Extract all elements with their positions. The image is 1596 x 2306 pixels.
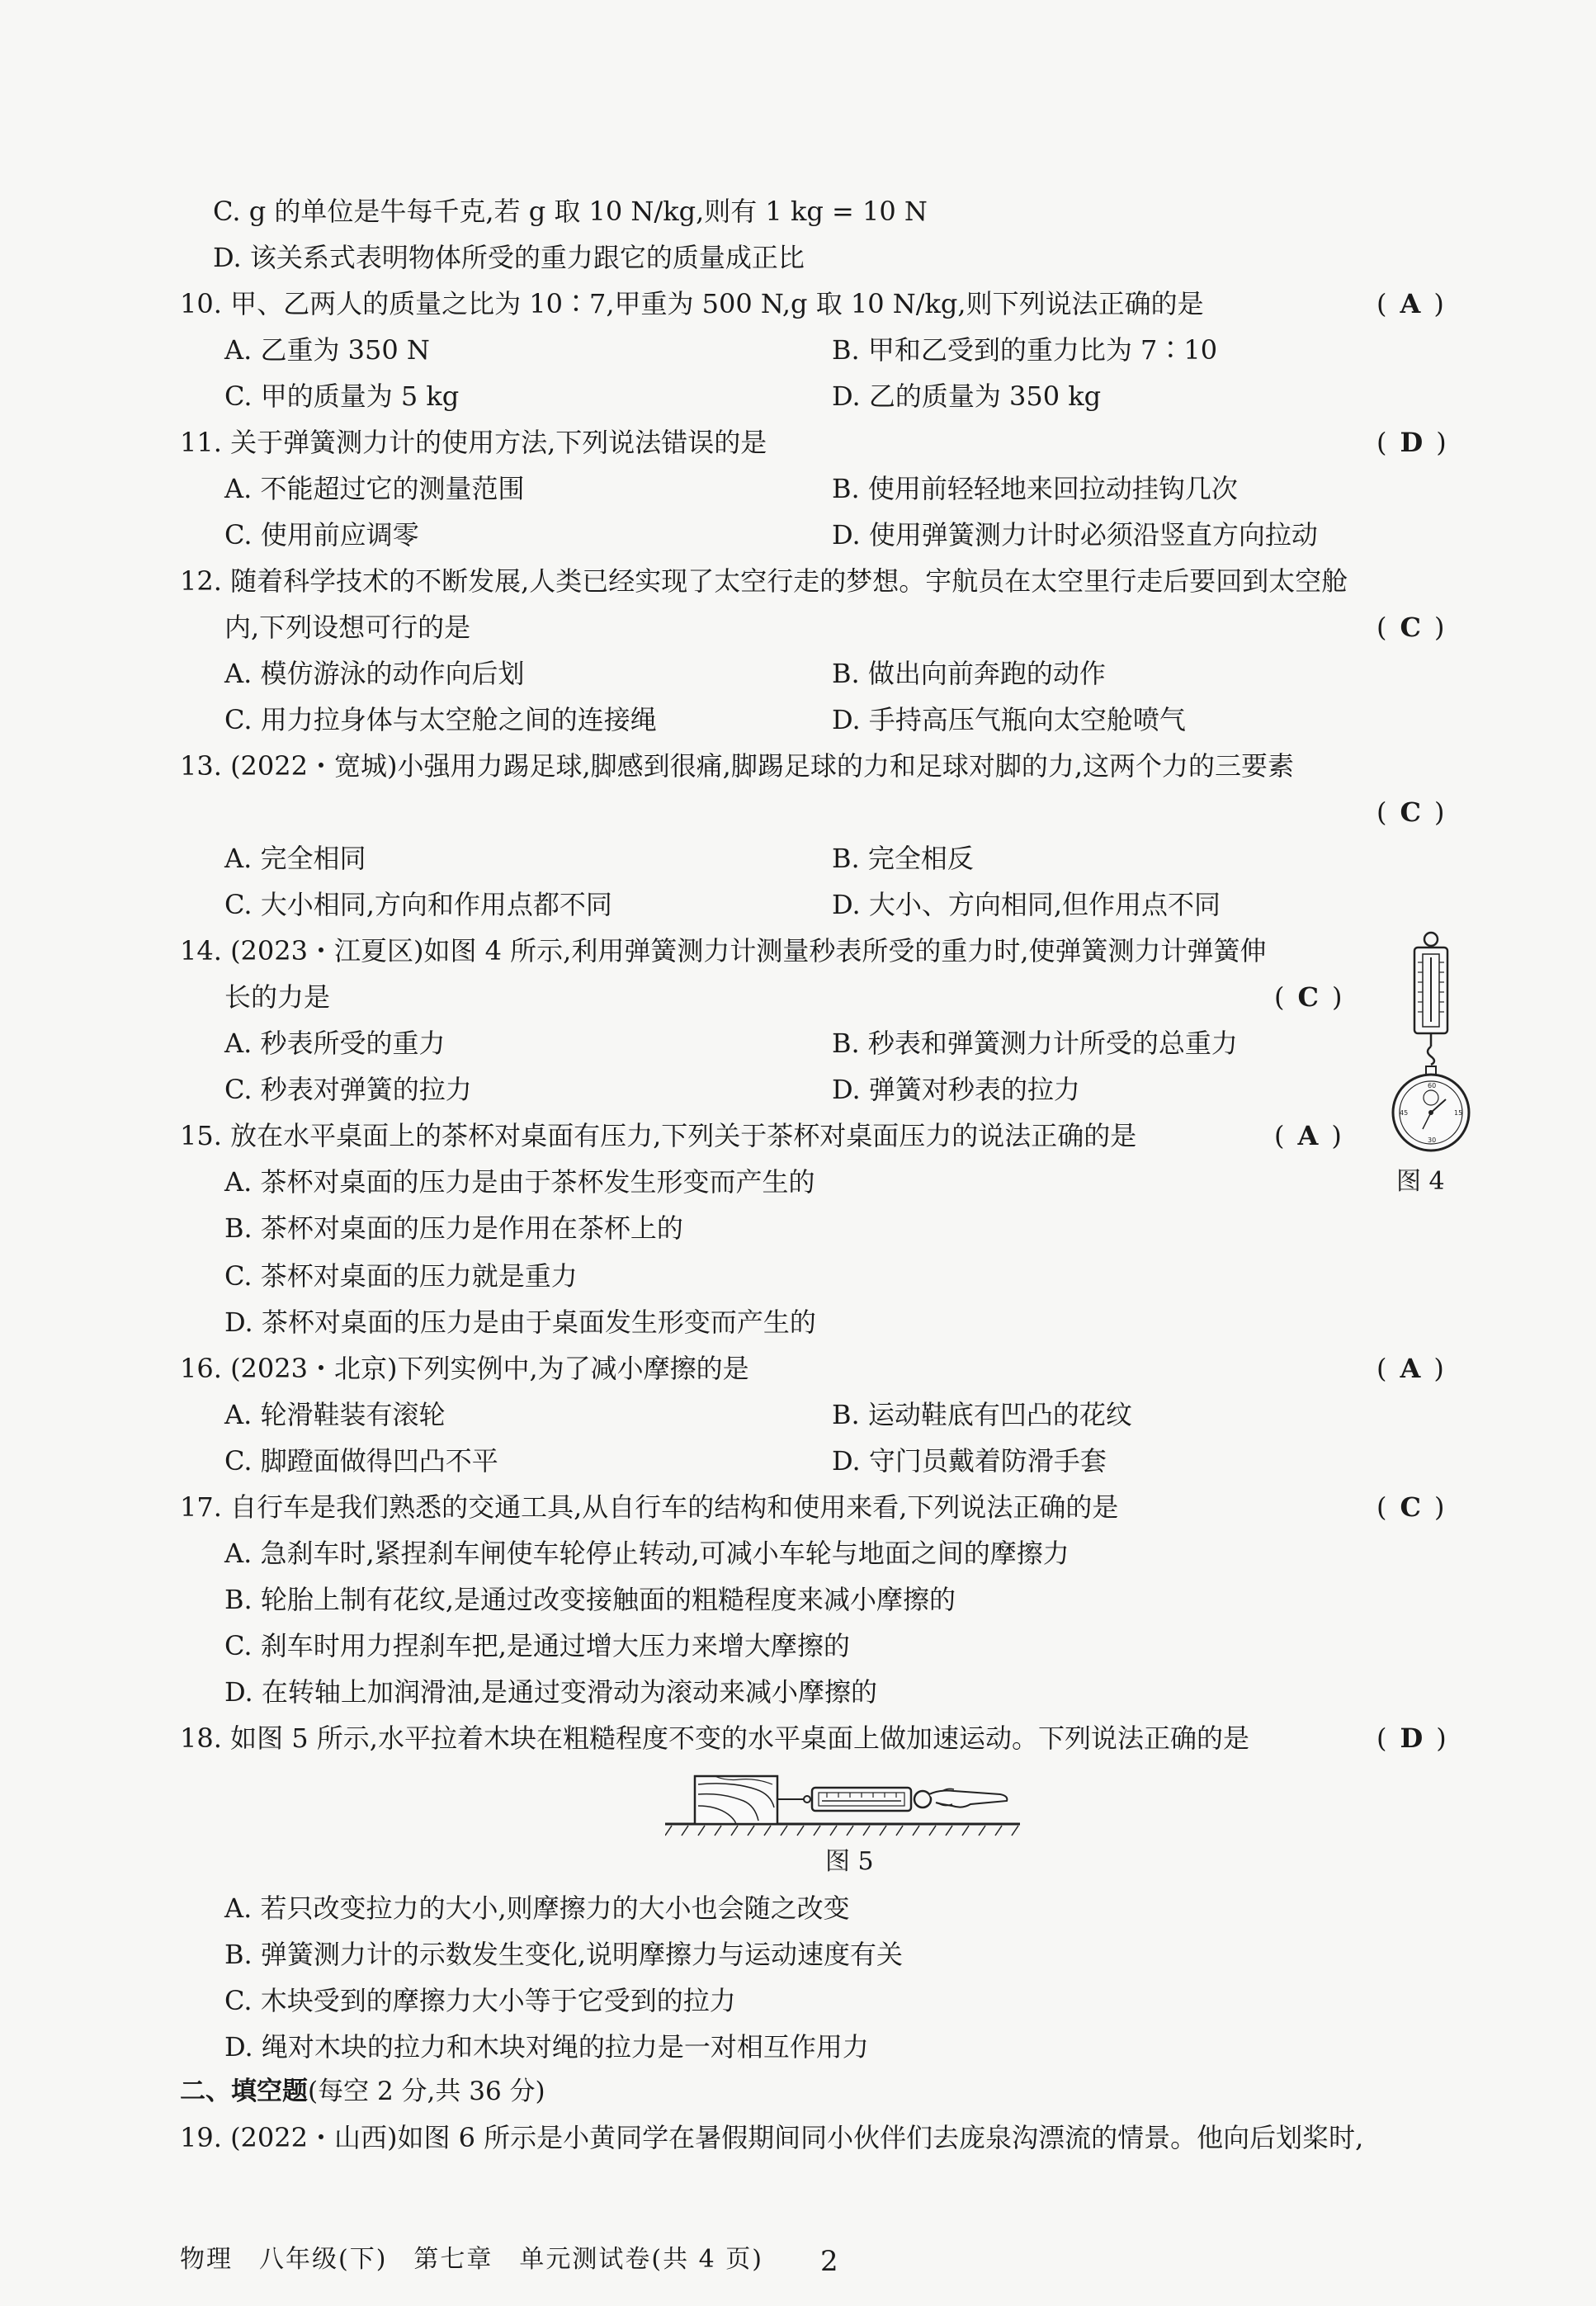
q18-option-d: D. 绳对木块的拉力和木块对绳的拉力是一对相互作用力 [224,2031,869,2063]
q17-option-d: D. 在转轴上加润滑油,是通过变滑动为滚动来减小摩擦的 [224,1676,878,1708]
q12-option-d: D. 手持高压气瓶向太空舱喷气 [832,704,1186,735]
q18-option-b: B. 弹簧测力计的示数发生变化,说明摩擦力与运动速度有关 [224,1939,904,1970]
q11-answer: ( D ) [1376,427,1452,458]
q13-stem: 13. (2022・宽城)小强用力踢足球,脚感到很痛,脚踢足球的力和足球对脚的力,这两个力的三要素 [180,750,1294,782]
q10-answer: ( A ) [1376,288,1449,319]
q12-stem-line2: 内,下列设想可行的是 [224,612,471,643]
section-2-heading [180,2075,545,2108]
q16-option-c: C. 脚蹬面做得凹凸不平 [224,1445,498,1477]
q11-option-d: D. 使用弹簧测力计时必须沿竖直方向拉动 [832,519,1318,551]
q18-answer: ( D ) [1376,1722,1452,1754]
q16-answer: ( A ) [1376,1353,1449,1384]
q19-stem: 19. (2022・山西)如图 6 所示是小黄同学在暑假期间同小伙伴们去庞泉沟漂流的情景。他向后划桨时, [180,2122,1364,2153]
q14-option-c: C. 秒表对弹簧的拉力 [224,1074,472,1105]
q16-stem: 16. (2023・北京)下列实例中,为了减小摩擦的是 [180,1353,749,1384]
q11-stem: 11. 关于弹簧测力计的使用方法,下列说法错误的是 [180,427,767,458]
q17-option-a: A. 急刹车时,紧捏刹车闸使车轮停止转动,可减小车轮与地面之间的摩擦力 [224,1538,1070,1569]
q10-option-a: A. 乙重为 350 N [224,334,430,366]
q13-option-d: D. 大小、方向相同,但作用点不同 [832,889,1221,920]
q15-option-a: A. 茶杯对桌面的压力是由于茶杯发生形变而产生的 [224,1166,815,1198]
q13-option-b: B. 完全相反 [832,843,974,874]
q12-answer: ( C ) [1376,612,1450,643]
q14-option-d: D. 弹簧对秒表的拉力 [832,1074,1080,1105]
q11-option-c: C. 使用前应调零 [224,519,419,551]
q16-option-a: A. 轮滑鞋装有滚轮 [224,1399,446,1430]
q17-option-b: B. 轮胎上制有花纹,是通过改变接触面的粗糙程度来减小摩擦的 [224,1584,956,1615]
q16-option-d: D. 守门员戴着防滑手套 [832,1445,1107,1477]
q14-option-a: A. 秒表所受的重力 [224,1028,446,1059]
svg-text:60: 60 [1428,1082,1437,1089]
q14-stem-line2: 长的力是 [224,981,331,1013]
section-2-title: 二、填空题 [180,2077,308,2106]
q12-option-b: B. 做出向前奔跑的动作 [832,658,1106,689]
q17-answer: ( C ) [1376,1491,1450,1523]
q12-option-c: C. 用力拉身体与太空舱之间的连接绳 [224,704,657,735]
q10-option-b: B. 甲和乙受到的重力比为 7∶10 [832,334,1218,366]
q9-option-c: C. g 的单位是牛每千克,若 g 取 10 N/kg,则有 1 kg = 10 N [213,196,928,227]
q10-stem: 10. 甲、乙两人的质量之比为 10∶7,甲重为 500 N,g 取 10 N/kg,则下列说法正确的是 [180,288,1204,319]
q14-option-b: B. 秒表和弹簧测力计所受的总重力 [832,1028,1238,1059]
q12-stem-line1: 12. 随着科学技术的不断发展,人类已经实现了太空行走的梦想。宇航员在太空里行走后要回到太空舱 [180,565,1348,597]
footer-subject: 物理 八年级(下) 第七章 单元测试卷(共 4 页) [180,2245,763,2274]
q15-option-b: B. 茶杯对桌面的压力是作用在茶杯上的 [224,1212,683,1244]
figure-4-caption: 图 4 [1396,1167,1445,1196]
q9-option-d: D. 该关系式表明物体所受的重力跟它的质量成正比 [213,242,805,273]
q18-option-c: C. 木块受到的摩擦力大小等于它受到的拉力 [224,1985,736,2016]
page-number: 2 [820,2245,840,2278]
q15-stem: 15. 放在水平桌面上的茶杯对桌面有压力,下列关于茶杯对桌面压力的说法正确的是 [180,1120,1137,1151]
figure-4-spring-scale-stopwatch [1380,929,1487,1152]
q14-stem-line1: 14. (2023・江夏区)如图 4 所示,利用弹簧测力计测量秒表所受的重力时,使弹簧测力计弹簧伸 [180,935,1267,966]
q17-option-c: C. 刹车时用力捏刹车把,是通过增大压力来增大摩擦的 [224,1630,850,1661]
q17-stem: 17. 自行车是我们熟悉的交通工具,从自行车的结构和使用来看,下列说法正确的是 [180,1491,1119,1523]
q15-option-d: D. 茶杯对桌面的压力是由于桌面发生形变而产生的 [224,1307,816,1338]
figure-5-block-spring-scale [665,1766,1020,1839]
q13-answer: ( C ) [1376,796,1450,828]
section-2-note: (每空 2 分,共 36 分) [308,2077,545,2106]
q15-option-c: C. 茶杯对桌面的压力就是重力 [224,1260,578,1292]
figure-5-caption: 图 5 [825,1847,874,1876]
svg-text:45: 45 [1400,1109,1409,1117]
q15-answer: ( A ) [1274,1120,1347,1151]
q18-stem: 18. 如图 5 所示,水平拉着木块在粗糙程度不变的水平桌面上做加速运动。下列说法正确的是 [180,1722,1249,1754]
q10-option-d: D. 乙的质量为 350 kg [832,380,1102,412]
q16-option-b: B. 运动鞋底有凹凸的花纹 [832,1399,1132,1430]
q12-option-a: A. 模仿游泳的动作向后划 [224,658,525,689]
q13-option-a: A. 完全相同 [224,843,366,874]
q10-option-c: C. 甲的质量为 5 kg [224,380,460,412]
q18-option-a: A. 若只改变拉力的大小,则摩擦力的大小也会随之改变 [224,1893,850,1924]
svg-text:15: 15 [1454,1109,1463,1117]
q13-option-c: C. 大小相同,方向和作用点都不同 [224,889,612,920]
q11-option-a: A. 不能超过它的测量范围 [224,473,525,504]
svg-text:30: 30 [1428,1136,1437,1144]
q11-option-b: B. 使用前轻轻地来回拉动挂钩几次 [832,473,1238,504]
q14-answer: ( C ) [1274,981,1348,1013]
